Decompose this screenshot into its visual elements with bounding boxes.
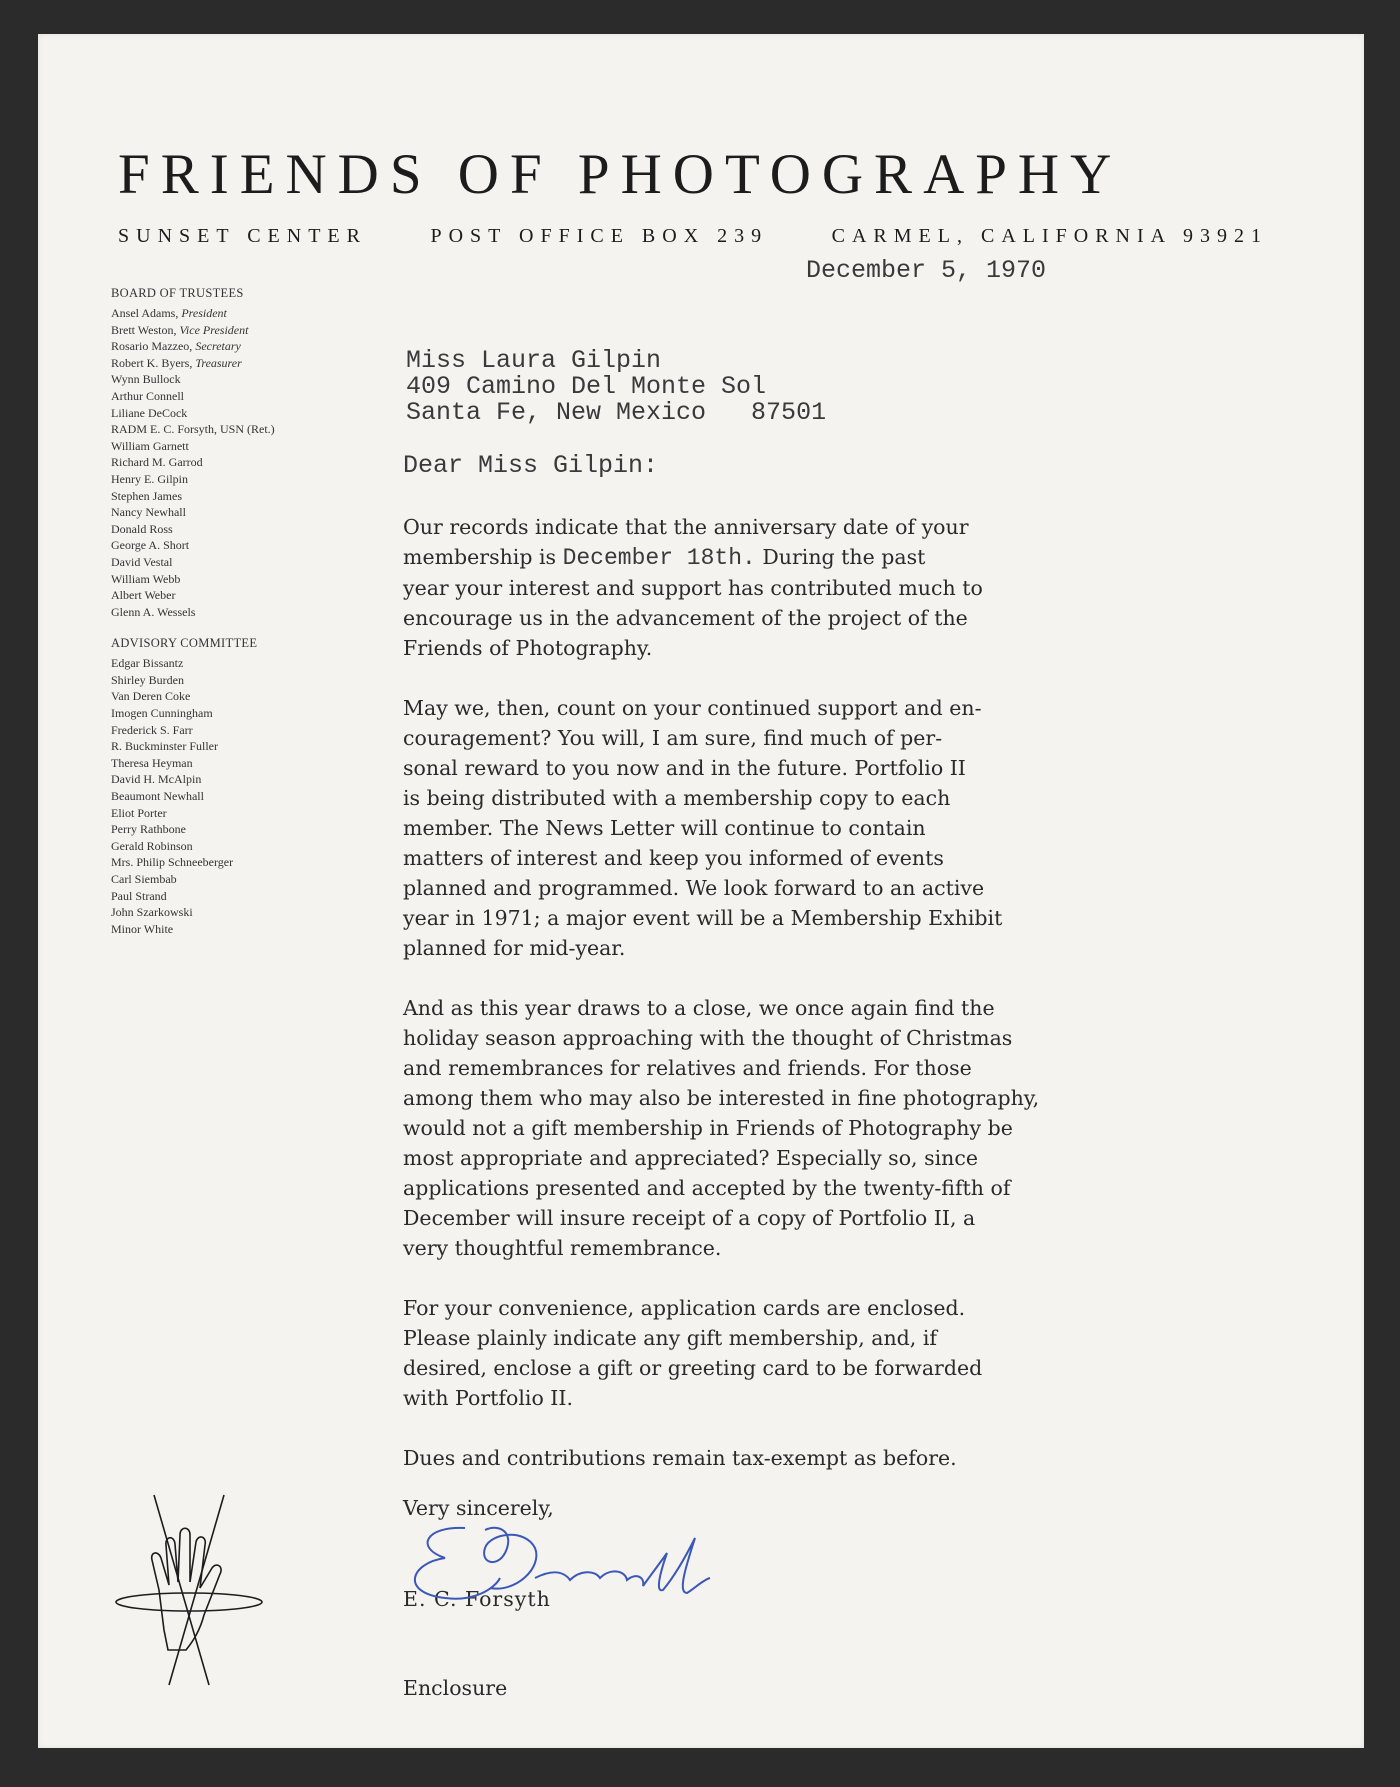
trustee-name: Stephen James <box>111 488 182 503</box>
trustee-name: Donald Ross <box>111 521 173 536</box>
trustee-item <box>111 405 371 422</box>
advisor-item: Mrs. Philip Schneeberger <box>111 855 234 870</box>
trustee-name: George A. Short <box>111 538 190 553</box>
letterhead-sidebar <box>111 286 371 937</box>
address-part: SUNSET CENTER <box>118 225 367 247</box>
trustee-name: RADM E. C. Forsyth, USN (Ret.) <box>111 422 275 437</box>
trustee-item <box>111 338 371 355</box>
board-heading: BOARD OF TRUSTEES <box>111 286 244 300</box>
advisor-item: Paul Strand <box>111 888 167 903</box>
letterhead-title: FRIENDS OF PHOTOGRAPHY <box>118 143 1123 206</box>
trustee-name: Robert K. Byers, <box>111 355 196 370</box>
trustee-name: Wynn Bullock <box>111 372 181 387</box>
recipient-name: Miss Laura Gilpin <box>406 346 662 375</box>
trustee-item <box>111 504 371 521</box>
advisor-item: Shirley Burden <box>111 672 184 687</box>
letter-body <box>403 512 1233 1503</box>
advisor-item: John Szarkowski <box>111 905 193 920</box>
trustee-name: William Webb <box>111 571 181 586</box>
address-part: POST OFFICE BOX 239 <box>430 225 769 247</box>
advisor-item: Theresa Heyman <box>111 755 193 770</box>
hand-logo-icon <box>114 1490 264 1690</box>
body-paragraph: May we, then, count on your continued support and en- couragement? You will, I am sure, find much of per- sonal reward to you now and in the future. Portfolio II is being distributed with a membership copy to each member. The News Letter will continue to contain matters of interest and keep you informed of events planned and programmed. We look forward to an active year in 1971; a major event will be a Membership Exhibit planned for mid-year. <box>403 696 1003 960</box>
trustee-role: President <box>181 306 227 320</box>
trustee-role: Treasurer <box>195 355 242 370</box>
paragraph-text: During the past year your interest and support has contributed much to encourage us in the advancement of the project of the Friends of Photography. <box>403 545 983 660</box>
trustee-name: Nancy Newhall <box>111 505 186 520</box>
advisory-heading: ADVISORY COMMITTEE <box>111 636 258 651</box>
advisor-item: Minor White <box>111 921 174 936</box>
trustee-item <box>111 604 371 621</box>
body-paragraph: Dues and contributions remain tax-exempt as before. <box>403 1446 957 1470</box>
recipient-address <box>406 348 826 426</box>
trustee-item <box>111 371 371 388</box>
trustee-name: Albert Weber <box>111 588 176 603</box>
trustee-name: Henry E. Gilpin <box>111 471 188 486</box>
trustee-item <box>111 438 371 455</box>
trustee-item <box>111 421 371 438</box>
trustee-item <box>111 554 371 571</box>
trustee-name: Liliane DeCock <box>111 405 188 420</box>
trustee-name: Arthur Connell <box>111 388 184 403</box>
trustee-role: Secretary <box>195 339 241 354</box>
trustee-name: Rosario Mazzeo, <box>111 339 196 354</box>
handwritten-signature <box>405 1518 745 1618</box>
trustee-name: William Garnett <box>111 438 189 453</box>
trustee-item <box>111 571 371 588</box>
trustee-name: Richard M. Garrod <box>111 455 203 470</box>
advisor-item: David H. McAlpin <box>111 772 202 787</box>
advisor-item: Gerald Robinson <box>111 838 193 853</box>
body-paragraph <box>403 512 1233 663</box>
letterhead-address <box>118 225 1268 248</box>
letter-date: December 5, 1970 <box>806 256 1047 285</box>
board-list <box>111 305 371 620</box>
anniversary-date: December 18th. <box>562 545 756 571</box>
body-paragraph: And as this year draws to a close, we once again find the holiday season approaching with the thought of Christmas and remembrances for relatives and friends. For those among them who may also be interested in fine photography, would not a gift membership in Friends of Photography be most appropriate and appreciated? Especially so, since applications presented and accepted by the twenty-fifth of December will insure receipt of a copy of Portfolio II, a very thoughtful remembrance. <box>403 996 1040 1260</box>
advisor-item: Imogen Cunningham <box>111 706 213 721</box>
trustee-role: Vice President <box>179 322 249 337</box>
trustee-name: Ansel Adams, <box>111 306 182 320</box>
salutation: Dear Miss Gilpin: <box>403 451 659 480</box>
advisor-item: Frederick S. Farr <box>111 722 193 737</box>
closing: Very sincerely, <box>403 1496 554 1520</box>
trustee-item <box>111 488 371 505</box>
trustee-item <box>111 471 371 488</box>
advisor-item: Carl Siembab <box>111 872 177 886</box>
signer-name: E. C. Forsyth <box>403 1587 551 1611</box>
advisor-item: Eliot Porter <box>111 805 167 820</box>
body-paragraph: For your convenience, application cards are enclosed. Please plainly indicate any gift membership, and, if desired, enclose a gift or greeting card to be forwarded with Portfolio II. <box>403 1296 983 1410</box>
advisor-item: Beaumont Newhall <box>111 789 204 804</box>
trustee-item <box>111 587 371 604</box>
trustee-name: Glenn A. Wessels <box>111 604 196 619</box>
recipient-street: 409 Camino Del Monte Sol <box>406 372 767 401</box>
trustee-item <box>111 388 371 405</box>
trustee-item <box>111 322 371 339</box>
advisory-list <box>111 655 371 937</box>
paragraph-text: Our records indicate that the anniversary date of your membership is <box>403 515 969 569</box>
advisor-item: Perry Rathbone <box>111 822 186 837</box>
trustee-item <box>111 521 371 538</box>
trustee-name: Brett Weston, <box>111 322 180 337</box>
recipient-city: Santa Fe, New Mexico 87501 <box>406 398 827 427</box>
trustee-item <box>111 454 371 471</box>
advisor-item: Edgar Bissantz <box>111 656 184 671</box>
trustee-item <box>111 305 371 322</box>
trustee-name: David Vestal <box>111 554 173 569</box>
address-part: CARMEL, CALIFORNIA 93921 <box>831 225 1268 247</box>
advisory-section <box>111 636 371 937</box>
advisor-item: Van Deren Coke <box>111 689 191 704</box>
trustee-item <box>111 537 371 554</box>
advisor-item: R. Buckminster Fuller <box>111 739 218 754</box>
trustee-item <box>111 355 371 372</box>
enclosure-note: Enclosure <box>403 1676 508 1700</box>
